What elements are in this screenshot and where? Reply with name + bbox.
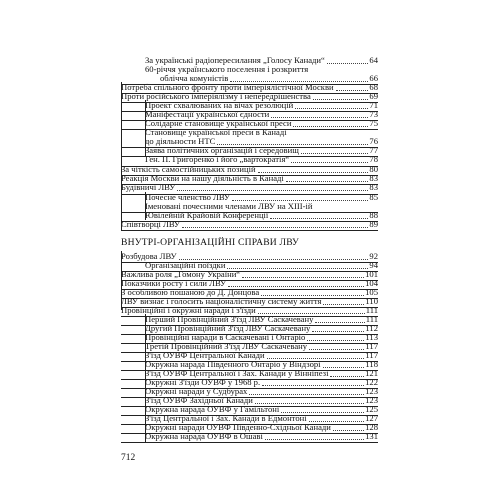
toc-entry-title: Ювілейній Крайовій Конференції bbox=[145, 210, 269, 220]
toc-entry-title: Організаційні поїздки bbox=[145, 260, 226, 270]
toc-entry-page: 77 bbox=[369, 145, 378, 155]
toc-entry-page: 123 bbox=[365, 395, 378, 405]
page-number: 712 bbox=[121, 453, 136, 463]
section-heading: ВНУТРІ-ОРГАНІЗАЦІЙНІ СПРАВИ ЛВУ bbox=[121, 237, 300, 248]
dot-leader bbox=[182, 227, 368, 228]
toc-entry-title: Співтворці ЛВУ bbox=[121, 219, 180, 229]
rule-line bbox=[121, 406, 378, 407]
dot-leader bbox=[265, 439, 364, 440]
toc-entry-page: 101 bbox=[365, 269, 378, 279]
toc-entry-page: 68 bbox=[369, 82, 378, 92]
toc-entry-title: Показчики росту і сили ЛВУ bbox=[121, 278, 227, 288]
rule-line bbox=[121, 194, 378, 195]
toc-entry-page: 66 bbox=[369, 73, 378, 83]
rule-line bbox=[121, 424, 378, 425]
toc-entry-title: Реакція Москви на нашу діяльність в Канаді bbox=[121, 173, 284, 183]
toc-entry-page: 64 bbox=[369, 55, 378, 65]
toc-entry-title: Почесне членство ЛВУ bbox=[145, 192, 230, 202]
toc-entry-title: Третій Провінційний З'їзд ЛВУ Саскачевану bbox=[145, 341, 308, 351]
rule-line bbox=[145, 100, 146, 156]
toc-entry-page: 127 bbox=[365, 413, 378, 423]
toc-entry-page: 105 bbox=[365, 287, 378, 297]
dot-leader bbox=[291, 162, 368, 163]
toc-entry-page: 71 bbox=[369, 100, 378, 110]
toc-entry-title: Іменовані почесними членами ЛВУ на XIII-ій bbox=[145, 201, 313, 211]
toc-entry-title: За українські радіопересилання „Голосу Канади“ bbox=[145, 55, 325, 65]
toc-entry-page: 88 bbox=[369, 210, 378, 220]
rule-line bbox=[121, 129, 378, 130]
rule-line bbox=[121, 388, 378, 389]
rule-line bbox=[121, 221, 378, 222]
toc-entry-title: до діяльности НТС bbox=[145, 136, 216, 146]
toc-entry-title: Будівничі ЛВУ bbox=[121, 182, 176, 192]
rule-line bbox=[121, 415, 378, 416]
rule-line bbox=[121, 82, 122, 230]
toc-entry-title: Становище української преси в Канаді bbox=[145, 127, 287, 137]
toc-entry-title: Солідарне становище української преси bbox=[145, 118, 292, 128]
toc-entry-title: З'їзд Центральної і Зах. Канади в Едмонтоні bbox=[145, 413, 307, 423]
toc-entry-title: Окружна нарада Південного Онтаріо у Віндзорі bbox=[145, 359, 321, 369]
toc-entry-page: 92 bbox=[369, 251, 378, 261]
rule-line bbox=[121, 175, 378, 176]
rule-line bbox=[121, 397, 378, 398]
toc-entry-page: 117 bbox=[365, 350, 378, 360]
rule-line bbox=[121, 111, 378, 112]
rule-line bbox=[121, 271, 378, 272]
rule-line bbox=[121, 147, 378, 148]
toc-entry-title: Заява політичних організацій і середовищ bbox=[145, 145, 299, 155]
toc-entry-page: 110 bbox=[365, 296, 378, 306]
toc-entry-title: Ген. П. Григоренко і його „вартократія“ bbox=[145, 154, 290, 164]
toc-entry-title: Провінційні і окружні наради і з'їзди bbox=[121, 305, 256, 315]
toc-entry-page: 104 bbox=[365, 278, 378, 288]
rule-line bbox=[121, 93, 378, 94]
dot-leader bbox=[177, 190, 368, 191]
rule-line bbox=[121, 379, 378, 380]
rule-line bbox=[121, 298, 378, 299]
rule-line bbox=[121, 251, 122, 310]
rule-line bbox=[121, 307, 378, 308]
toc-entry-title: Провінційні наради в Саскачевані і Онтаріо bbox=[145, 332, 306, 342]
toc-entry-title: Окружна нарада ОУВФ в Ошаві bbox=[145, 431, 263, 441]
toc-entry-page: 73 bbox=[369, 109, 378, 119]
toc-entry-page: 121 bbox=[365, 368, 378, 378]
rule-line bbox=[145, 314, 146, 442]
toc-entry-page: 131 bbox=[365, 431, 378, 441]
toc-entry-page: 118 bbox=[365, 359, 378, 369]
toc-entry-page: 123 bbox=[365, 386, 378, 396]
toc-entry-title: Потреба спільного фронту проти імперіялістічної Москви bbox=[121, 82, 334, 92]
toc-entry-title: Проти російського імперіялізму і непередрішенства bbox=[121, 91, 311, 101]
rule-line bbox=[121, 262, 378, 263]
rule-line bbox=[145, 192, 146, 220]
rule-line bbox=[121, 289, 378, 290]
rule-line bbox=[121, 334, 378, 335]
toc-entry-title: Окружні наради у Судбурах bbox=[145, 386, 248, 396]
toc-entry-page: 128 bbox=[365, 422, 378, 432]
toc-entry-page: 83 bbox=[369, 173, 378, 183]
rule-line bbox=[121, 212, 378, 213]
toc-entry-page: 111 bbox=[365, 305, 378, 315]
toc-entry-title: З'їзд ОУВФ Центральної і Зах. Канади у Вінніпезі bbox=[145, 368, 329, 378]
toc-entry-page: 69 bbox=[369, 91, 378, 101]
toc-entry-title: З'їзд ОУВФ Центральної Канади bbox=[145, 350, 265, 360]
rule-line bbox=[121, 325, 378, 326]
rule-line bbox=[121, 316, 378, 317]
rule-line bbox=[121, 166, 378, 167]
toc-entry-page: 122 bbox=[365, 377, 378, 387]
toc-entry-title: Окружна нарада ОУВФ у Гамільтоні bbox=[145, 404, 280, 414]
rule-line bbox=[121, 442, 378, 443]
rule-line bbox=[121, 102, 378, 103]
rule-line bbox=[121, 84, 378, 85]
rule-line bbox=[121, 280, 378, 281]
rule-line bbox=[121, 184, 378, 185]
toc-entry-page: 117 bbox=[365, 341, 378, 351]
toc-entry-title: 60-річчя українського поселення і розкриття bbox=[145, 64, 309, 74]
toc-entry-title: Важлива роля „Гомону України“ bbox=[121, 269, 241, 279]
toc-entry-page: 78 bbox=[369, 154, 378, 164]
toc-entry-page: 112 bbox=[365, 323, 378, 333]
toc-entry-title: Проект схвалюваних на вічах резолюцій bbox=[145, 100, 294, 110]
toc-entry-page: 89 bbox=[369, 219, 378, 229]
rule-line bbox=[121, 156, 378, 157]
toc-entry-title: З особливою пошаною до Д. Донцова bbox=[121, 287, 260, 297]
toc-entry-page: 80 bbox=[369, 164, 378, 174]
toc-entry-title: Окружні наради ОУВФ Південно-Східньої Канади bbox=[145, 422, 331, 432]
toc-entry-title: Розбудова ЛВУ bbox=[121, 251, 177, 261]
rule-line bbox=[121, 433, 378, 434]
toc-entry-page: 76 bbox=[369, 136, 378, 146]
toc-entry-title: За чіткість самостійницьких позицій bbox=[121, 164, 256, 174]
toc-entry-page: 94 bbox=[369, 260, 378, 270]
toc-entry-page: 83 bbox=[369, 182, 378, 192]
toc-entry-page: 85 bbox=[369, 192, 378, 202]
rule-line bbox=[121, 230, 378, 231]
toc-entry-title: облічча комуністів bbox=[160, 73, 229, 83]
toc-entry-title: Окружні З'їзди ОУВФ у 1968 р. bbox=[145, 377, 261, 387]
rule-line bbox=[121, 361, 378, 362]
toc-entry-page: 75 bbox=[369, 118, 378, 128]
rule-line bbox=[121, 343, 378, 344]
toc-entry-title: Маніфестації української єдности bbox=[145, 109, 270, 119]
toc-entry-page: 113 bbox=[365, 332, 378, 342]
toc-entry-title: Другий Провінційний З'їзд ЛВУ Саскачевану bbox=[145, 323, 311, 333]
toc-entry-title: ЛВУ визнає і голосить націоналістичну систему життя bbox=[121, 296, 322, 306]
toc-entry-page: 111 bbox=[365, 314, 378, 324]
rule-line bbox=[121, 352, 378, 353]
rule-line bbox=[121, 120, 378, 121]
toc-entry-title: Перший Провінційний З'їзд ЛВУ Саскачевану bbox=[145, 314, 314, 324]
toc-entry-title: З'їзд ОУВФ Західньої Канади bbox=[145, 395, 253, 405]
rule-line bbox=[121, 370, 378, 371]
toc-entry-page: 125 bbox=[365, 404, 378, 414]
